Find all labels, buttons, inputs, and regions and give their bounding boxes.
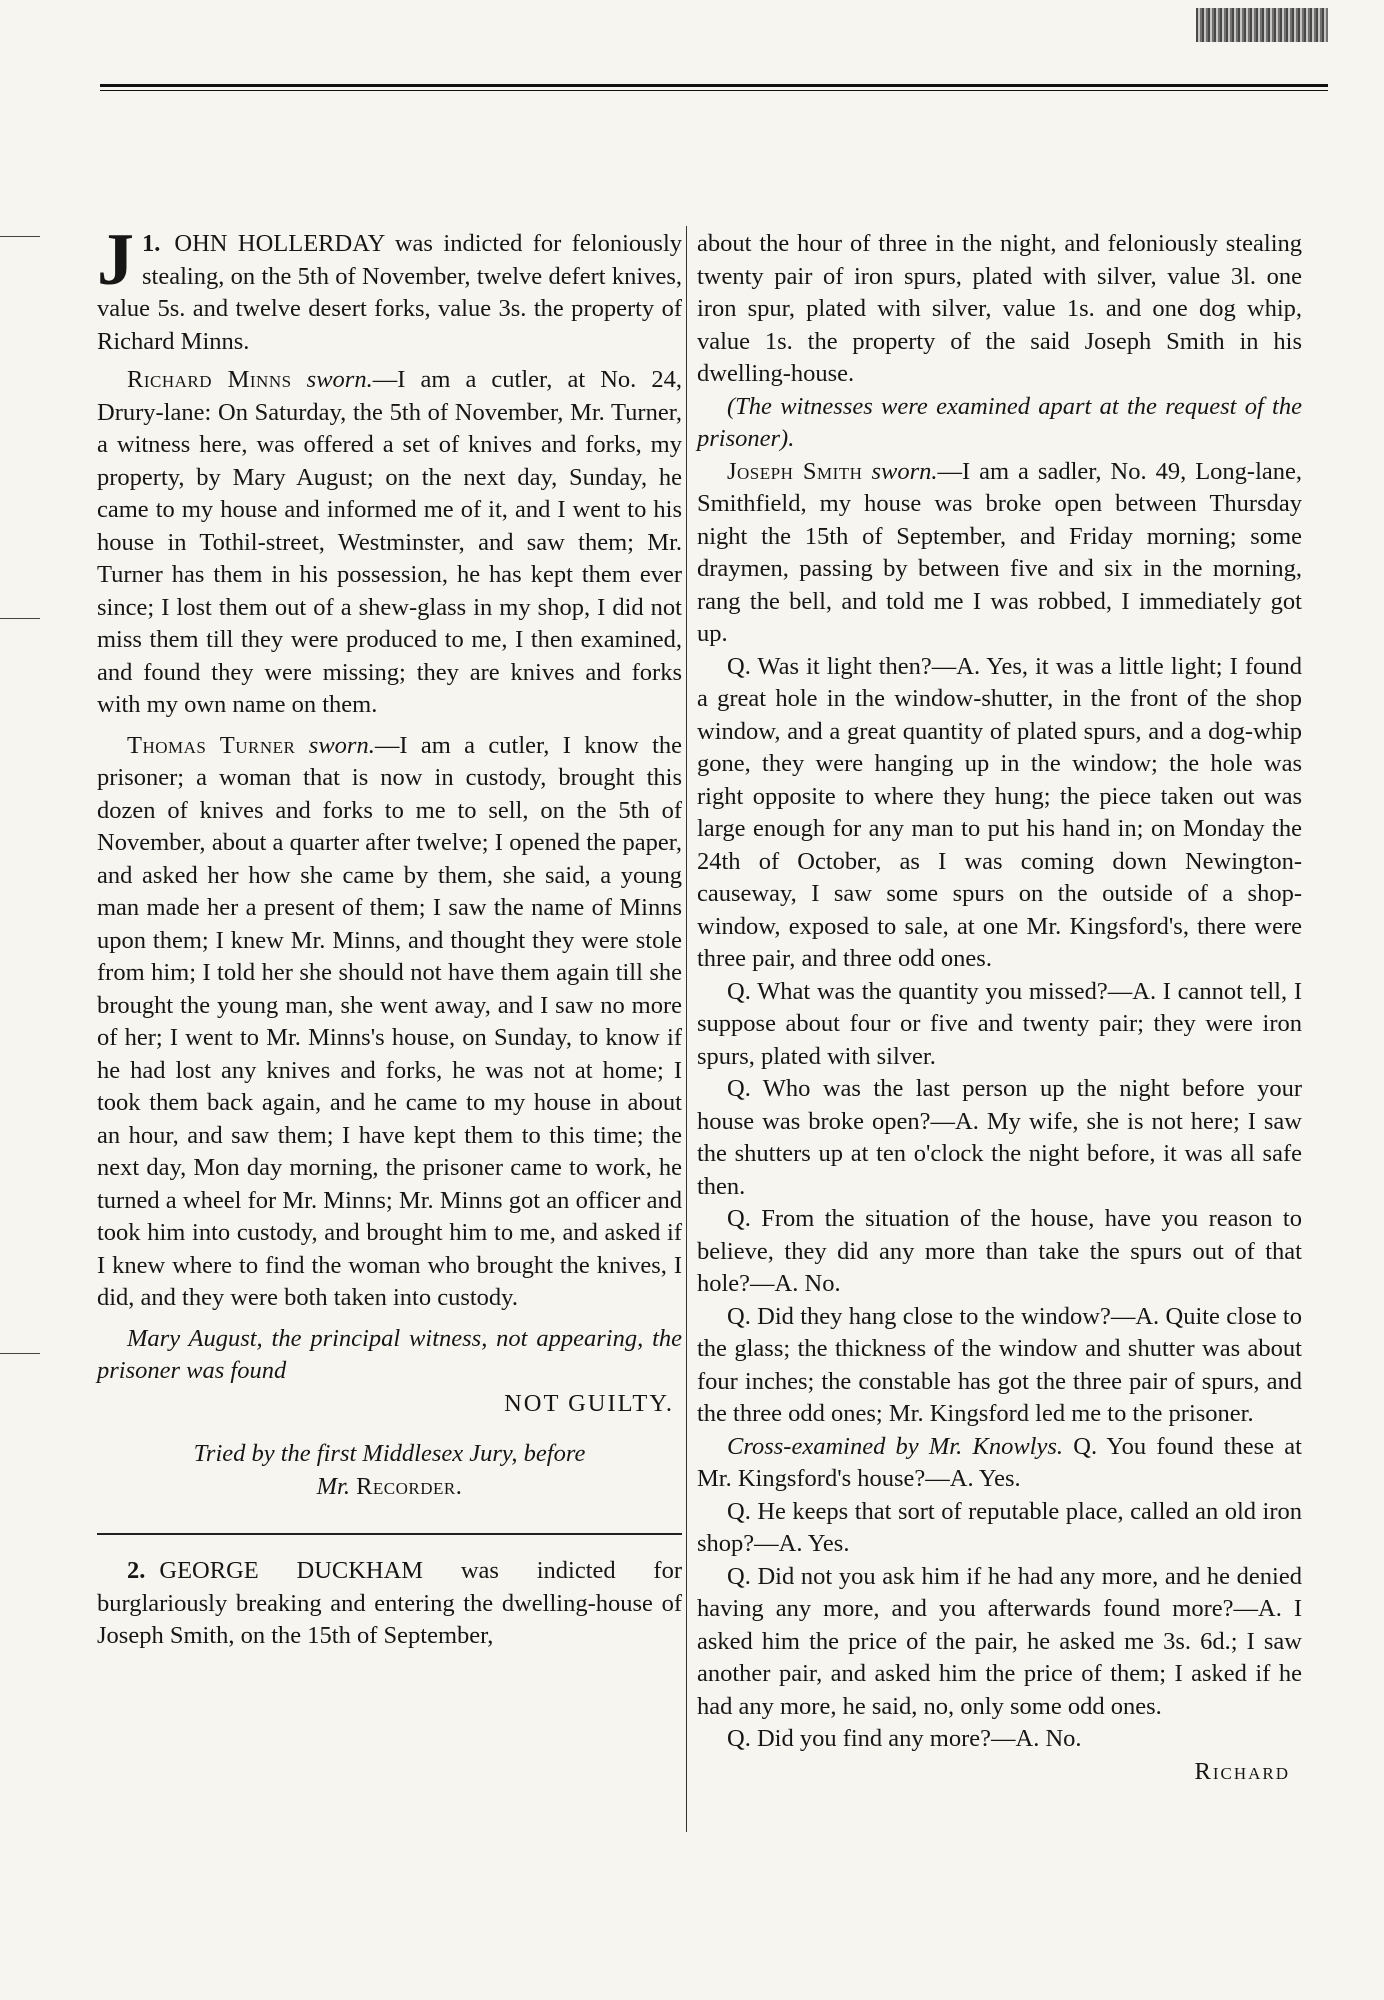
page-number-mark (1196, 8, 1328, 42)
case-2-opening (97, 1555, 682, 1653)
verdict: NOT GUILTY. (504, 1389, 674, 1417)
case-separator (97, 1533, 682, 1535)
witness-name: Thomas Turner (127, 731, 296, 759)
margin-mark (0, 1353, 40, 1354)
cross-examination (697, 1431, 1302, 1496)
testimony-text: —I am a cutler, at No. 24, Drury-lane: On Saturday, the 5th of November, Mr. Turner, a witness here, was offered a set of knives and forks, my property, by Mary August; on the next day, Sunday, he came to my house and informed me of it, and I went to his house in Tothil-street, Westminster, and saw them; Mr. Turner has them in his possession, he has kept them ever since; I lost them out of a shew-glass in my shop, I did not miss them till they were produced to me, I then examined, and found they were missing; they are knives and forks with my own name on them. (97, 366, 682, 718)
witness-name: Joseph Smith (727, 457, 863, 485)
sworn-label: sworn. (308, 731, 375, 759)
column-divider (686, 226, 687, 1832)
qa-paragraph: Q. Did you find any more?—A. No. (727, 1725, 1082, 1752)
qa-paragraph: Q. What was the quantity you missed?—A. I cannot tell, I suppose about four or five and twenty pair; they were iron spurs, plated with silver. (697, 977, 1302, 1070)
tried-line-2 (97, 1471, 682, 1504)
testimony-text: —I am a cutler, I know the prisoner; a woman that is now in custody, brought this dozen of knives and forks to me to sell, on the 5th of November, about a quarter after twelve; I opened the paper, and asked her how she came by them, she said, a young man made her a present of them; I saw the name of Minns upon them; I knew Mr. Minns, and thought they were stole from him; I told her she should not have them again till she brought the young man, she went away, and I saw no more of her; I went to Mr. Minns's house, on Sunday, to know if he had lost any knives and forks, he was not at home; I took them back again, and he came to my house in about an hour, and saw them; I have kept them to this time; the next day, Mon day morning, the prisoner came to work, he turned a wheel for Mr. Minns; Mr. Minns got an officer and took him into custody, and brought him to me, and asked if I knew where to find the woman who brought the knives, I did, and they were both taken into custody. (97, 731, 683, 1311)
case-1-opening (97, 219, 682, 358)
cross-label: Cross-examined by Mr. Knowlys. (727, 1432, 1064, 1460)
smith-testimony (697, 456, 1302, 651)
qa-paragraph: Q. Who was the last person up the night before your house was broke open?—A. My wife, she is not here; I saw the shutters up at ten o'clock the night before, it was all safe then. (697, 1075, 1302, 1200)
qa-paragraph: Q. Did they hang close to the window?—A. Quite close to the glass; the thickness of the window and shutter was about four inches; the constable has got the three pair of spurs, and the three odd ones; Mr. Kingsford led me to the prisoner. (697, 1302, 1302, 1427)
testimony-text: —I am a sadler, No. 49, Long-lane, Smithfield, my house was broke open between Thursday night the 15th of September, and Friday morning; some draymen, passing by between five and six in the morning, rang the bell, and told me I was robbed, I immediately got up. (697, 457, 1303, 647)
header-rule (100, 84, 1328, 91)
witness-name: Richard Minns (127, 366, 292, 393)
case-2-indictment: GEORGE DUCKHAM was indicted for burglariously breaking and entering the dwelling-house of Joseph Smith, on the 15th of September, (97, 1557, 682, 1649)
right-column (697, 228, 1302, 1788)
left-column (97, 219, 683, 1653)
case-2-continued: about the hour of three in the night, and feloniously stealing twenty pair of iron spurs, plated with silver, value 3l. one iron spur, plated with silver, value 1s. and one dog whip, value 1s. the property of the said Joseph Smith in his dwelling-house. (697, 230, 1302, 387)
qa-text: Q. You found these at Mr. Kingsford's house?—A. Yes. (697, 1432, 1302, 1492)
minns-testimony (97, 364, 682, 722)
qa-paragraph: Q. Did not you ask him if he had any more, and he denied having any more, and you afterwards found more?—A. I asked him the price of the pair, he asked me 3s. 6d.; I saw another pair, and asked him the price of them; I asked if he had any more, he said, no, only some odd ones. (697, 1562, 1302, 1720)
qa-paragraph: Q. Was it light then?—A. Yes, it was a little light; I found a great hole in the window-shutter, in the front of the shop window, and a great quantity of plated spurs, and a dog-whip gone, they were hanging up in the window; the hole was right opposite to where they hung; the piece taken out was large enough for any man to put his hand in; on Monday the 24th of October, as I was coming down Newington-causeway, I saw some spurs on the outside of a shop-window, exposed to sale, at one Mr. Kingsford's, there were three pair, and three odd ones. (697, 652, 1302, 972)
qa-paragraph: Q. He keeps that sort of reputable place, called an old iron shop?—A. Yes. (697, 1497, 1302, 1557)
margin-mark (0, 236, 40, 237)
sworn-label: sworn. (871, 457, 938, 485)
case-2-number: 2. (127, 1557, 146, 1584)
case-1-number: 1. (142, 230, 161, 257)
witnesses-note: (The witnesses were examined apart at the request of the prisoner). (697, 392, 1302, 452)
turner-testimony (97, 730, 682, 1315)
case-1-indictment: OHN HOLLERDAY was indicted for feloniously stealing, on the 5th of November, twelve defert knives, value 5s. and twelve desert forks, value 3s. the property of Richard Minns. (97, 230, 682, 355)
tried-name: Recorder. (356, 1472, 463, 1500)
case-1-note: Mary August, the principal witness, not appearing, the prisoner was found (97, 1324, 682, 1384)
qa-paragraph: Q. From the situation of the house, have you reason to believe, they did any more than take the spurs out of that hole?—A. No. (697, 1205, 1302, 1297)
tried-line-1: Tried by the first Middlesex Jury, before (193, 1440, 586, 1467)
catchword: Richard (1194, 1757, 1290, 1785)
sworn-label: sworn. (306, 366, 373, 393)
margin-mark (0, 618, 40, 619)
drop-cap: J (97, 219, 134, 301)
tried-prefix: Mr. (316, 1472, 350, 1500)
